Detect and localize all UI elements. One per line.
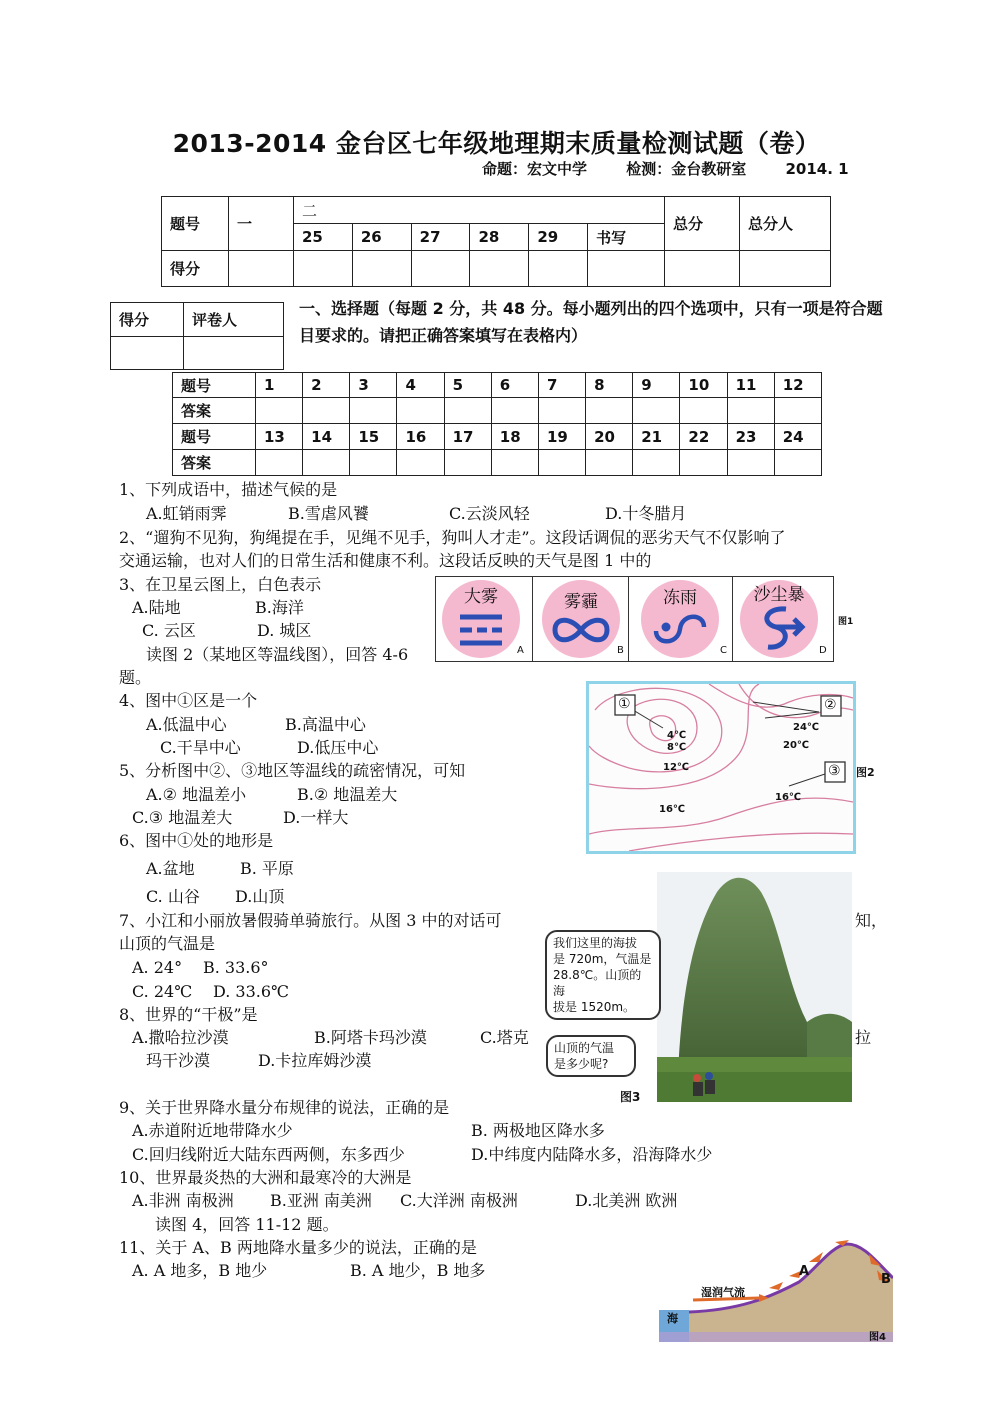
orographic-diagram (659, 1232, 893, 1342)
q6-option-c: C. 山谷 (146, 887, 200, 906)
q11-option-a: A. A 地多，B 地少 (132, 1261, 268, 1280)
answer-cell[interactable] (491, 450, 538, 476)
q6-option-a: A.盆地 (146, 859, 195, 878)
fig1-panel-fog (436, 577, 533, 661)
question-9: 9、关于世界降水量分布规律的说法，正确的是 (119, 1098, 450, 1117)
question-5: 5、分析图中②、③地区等温线的疏密情况，可知 (119, 761, 466, 780)
answer-grid-qnum: 8 (586, 373, 633, 398)
score-cell[interactable] (470, 251, 529, 287)
answer-grid-qnum: 17 (444, 424, 491, 450)
section-heading: 一、选择题（每题 2 分，共 48 分。每小题列出的四个选项中，只有一项是符合题目要求的。请把正确答案填写在表格内） (299, 299, 883, 345)
score-cell[interactable] (294, 251, 353, 287)
answer-grid-label-a: 答案 (173, 450, 256, 476)
answer-cell[interactable] (350, 398, 397, 424)
exam-info (482, 158, 849, 179)
question-6: 6、图中①处的地形是 (119, 831, 274, 850)
answer-cell[interactable] (256, 398, 303, 424)
answer-cell[interactable] (256, 450, 303, 476)
temp-label: 24℃ (793, 722, 820, 733)
q1-option-a: A.虹销雨霁 (146, 504, 227, 523)
bubble2-line: 山顶的气温 (554, 1041, 615, 1055)
q1-option-b: B.雪虐风饕 (288, 504, 369, 523)
fig1-panel-freezing-rain (628, 577, 733, 661)
question-7-line1: 7、小江和小丽放暑假骑单骑旅行。从图 3 中的对话可 (119, 911, 502, 930)
temp-label: 8℃ (667, 742, 687, 753)
q6-option-d: D.山顶 (235, 887, 285, 906)
answer-cell[interactable] (350, 450, 397, 476)
score-cell[interactable] (588, 251, 665, 287)
q8-option-b: B.阿塔卡玛沙漠 (314, 1028, 427, 1047)
sandstorm-symbol-icon (752, 603, 808, 657)
q7-option-d: D. 33.6℃ (213, 982, 289, 1001)
answer-grid-qnum: 1 (256, 373, 303, 398)
figure-3-photo (657, 872, 852, 1102)
page-title: 2013-2014 金台区七年级地理期末质量检测试题（卷） (172, 129, 821, 158)
q9-option-c: C.回归线附近大陆东西两侧，东多西少 (132, 1145, 405, 1164)
answer-cell[interactable] (633, 450, 680, 476)
answer-grid-qnum: 4 (397, 373, 444, 398)
q10-option-a: A.非洲 南极洲 (132, 1191, 234, 1210)
q7-option-c: C. 24℃ (132, 982, 193, 1001)
q10-option-b: B.亚洲 南美洲 (270, 1191, 372, 1210)
q5-option-a: A.② 地温差小 (146, 785, 247, 804)
temp-label: 16℃ (659, 804, 686, 815)
part-two-header: 二 (294, 197, 665, 224)
total-header: 总分 (665, 197, 740, 251)
answer-grid-qnum: 5 (444, 373, 491, 398)
question-2-line2: 交通运输，也对人们的日常生活和健康不利。这段话反映的天气是图 1 中的 (119, 551, 652, 570)
q8-option-a: A.撒哈拉沙漠 (132, 1028, 229, 1047)
q4-option-b: B.高温中心 (285, 715, 366, 734)
answer-grid-qnum: 14 (303, 424, 350, 450)
fig1-letter-c: C (720, 645, 727, 656)
answer-cell[interactable] (774, 450, 821, 476)
marker-2: ② (824, 697, 837, 713)
fig4-wind-label: 湿润气流 (701, 1286, 745, 1299)
answer-cell[interactable] (491, 398, 538, 424)
part-one-header: 一 (229, 197, 294, 251)
exam-date: 2014. 1 (785, 160, 849, 178)
q6-option-b: B. 平原 (240, 859, 294, 878)
answer-cell[interactable] (586, 450, 633, 476)
score-cell[interactable] (411, 251, 470, 287)
speech-bubble-2 (546, 1035, 636, 1077)
answer-grid-label-q: 题号 (173, 373, 256, 398)
answer-cell[interactable] (727, 450, 774, 476)
answer-grid-qnum: 20 (586, 424, 633, 450)
q3-option-b: B.海洋 (255, 598, 304, 617)
question-3: 3、在卫星云图上，白色表示 (119, 575, 322, 594)
answer-cell[interactable] (538, 450, 585, 476)
q3-option-d: D. 城区 (257, 621, 312, 640)
exam-author: 命题：宏文中学 (482, 160, 588, 178)
q10-option-c: C.大洋洲 南极洲 (400, 1191, 518, 1210)
fig4-sea-label: 海 (667, 1312, 678, 1325)
score-cell[interactable] (665, 251, 740, 287)
q5-option-c: C.③ 地温差大 (132, 808, 233, 827)
fig4-point-a: A (799, 1264, 810, 1279)
answer-grid-qnum: 10 (680, 373, 727, 398)
q9-option-b: B. 两极地区降水多 (471, 1121, 605, 1140)
score-cell[interactable] (529, 251, 588, 287)
subcol-handwriting: 书写 (588, 224, 665, 251)
answer-grid-label-q: 题号 (173, 424, 256, 450)
score-cell[interactable] (740, 251, 831, 287)
answer-cell[interactable] (680, 398, 727, 424)
answer-grid (172, 372, 822, 476)
grader-score-cell[interactable] (111, 337, 184, 370)
answer-grid-qnum: 24 (774, 424, 821, 450)
subcol-27: 27 (411, 224, 470, 251)
bubble1-line: 拔是 1520m。 (553, 1000, 636, 1014)
q8-option-c-end: 玛干沙漠 (146, 1051, 211, 1070)
answer-grid-qnum: 18 (491, 424, 538, 450)
question-2-line1: 2、“遛狗不见狗，狗绳提在手，见绳不见手，狗叫人才走”。这段话调侃的恶劣天气不仅影响了 (119, 528, 786, 547)
grader-box (110, 302, 284, 370)
q5-option-d: D.一样大 (283, 808, 349, 827)
question-1: 1、下列成语中，描述气候的是 (119, 480, 338, 499)
fig1-title-sandstorm: 沙尘暴 (753, 585, 805, 605)
answer-cell[interactable] (397, 450, 444, 476)
freezing-rain-symbol-icon (650, 609, 710, 649)
q3-option-c: C. 云区 (142, 621, 196, 640)
q7-option-b: B. 33.6° (203, 958, 269, 977)
read-fig4: 读图 4，回答 11-12 题。 (155, 1215, 339, 1234)
score-cell[interactable] (352, 251, 411, 287)
question-4: 4、图中①区是一个 (119, 691, 258, 710)
subcol-26: 26 (352, 224, 411, 251)
answer-cell[interactable] (444, 450, 491, 476)
grader-reviewer-label: 评卷人 (184, 303, 284, 337)
fig1-title-haze: 雾霾 (564, 592, 598, 612)
answer-cell[interactable] (633, 398, 680, 424)
fig4-caption: 图4 (869, 1332, 886, 1342)
answer-grid-qnum: 11 (727, 373, 774, 398)
grader-header: 总分人 (740, 197, 831, 251)
q8-option-c-cont: 拉 (855, 1028, 872, 1047)
answer-cell[interactable] (727, 398, 774, 424)
q11-option-b: B. A 地少，B 地多 (350, 1261, 486, 1280)
answer-grid-qnum: 7 (538, 373, 585, 398)
fig1-letter-a: A (517, 645, 524, 656)
q4-option-c: C.干旱中心 (160, 738, 241, 757)
answer-cell[interactable] (538, 398, 585, 424)
subcol-25: 25 (294, 224, 353, 251)
fig1-letter-b: B (617, 645, 624, 656)
question-10: 10、世界最炎热的大洲和最寒冷的大洲是 (119, 1168, 412, 1187)
bubble1-line: 我们这里的海拔 (553, 936, 638, 950)
fig1-panel-sandstorm (732, 577, 833, 661)
answer-cell[interactable] (397, 398, 444, 424)
answer-grid-qnum: 3 (350, 373, 397, 398)
bubble2-line: 是多少呢? (554, 1057, 609, 1071)
answer-grid-qnum: 19 (538, 424, 585, 450)
fig1-letter-d: D (819, 645, 827, 656)
answer-cell[interactable] (680, 450, 727, 476)
answer-grid-qnum: 6 (491, 373, 538, 398)
mountain-photo (657, 872, 852, 1102)
score-table (161, 196, 831, 287)
speech-bubble-1 (545, 930, 661, 1020)
answer-cell[interactable] (303, 398, 350, 424)
fig1-title-fog: 大雾 (464, 587, 498, 607)
grader-reviewer-cell[interactable] (184, 337, 284, 370)
fig1-caption: 图1 (838, 617, 854, 627)
read-fig2-line2: 题。 (119, 668, 152, 687)
score-cell[interactable] (229, 251, 294, 287)
q1-option-c: C.云淡风轻 (449, 504, 530, 523)
answer-cell[interactable] (444, 398, 491, 424)
answer-grid-qnum: 23 (727, 424, 774, 450)
answer-grid-qnum: 22 (680, 424, 727, 450)
q10-option-d: D.北美洲 欧洲 (575, 1191, 678, 1210)
question-11: 11、关于 A、B 两地降水量多少的说法，正确的是 (119, 1238, 477, 1257)
temp-label: 12℃ (663, 762, 690, 773)
q7-option-a: A. 24° (132, 958, 183, 977)
q8-option-d: D.卡拉库姆沙漠 (258, 1051, 372, 1070)
subcol-28: 28 (470, 224, 529, 251)
answer-grid-qnum: 16 (397, 424, 444, 450)
grader-score-label: 得分 (111, 303, 184, 337)
answer-grid-qnum: 12 (774, 373, 821, 398)
temp-label: 16℃ (775, 792, 802, 803)
figure-2 (586, 681, 856, 854)
fig3-caption: 图3 (620, 1090, 641, 1104)
exam-checker: 检测：金台教研室 (626, 160, 747, 178)
temp-label: 4℃ (667, 730, 687, 741)
read-fig2-line1: 读图 2（某地区等温线图），回答 4-6 (146, 645, 409, 664)
q4-option-a: A.低温中心 (146, 715, 227, 734)
answer-grid-qnum: 21 (633, 424, 680, 450)
answer-grid-qnum: 2 (303, 373, 350, 398)
q3-option-a: A.陆地 (132, 598, 181, 617)
marker-3: ③ (828, 763, 841, 779)
temp-label: 20℃ (783, 740, 810, 751)
bubble1-line: 是 720m，气温是 (553, 952, 652, 966)
subcol-29: 29 (529, 224, 588, 251)
fig1-title-freezing-rain: 冻雨 (663, 588, 697, 608)
answer-cell[interactable] (303, 450, 350, 476)
figure-1 (435, 576, 834, 662)
fig4-point-b: B (881, 1272, 891, 1287)
fig1-panel-haze (532, 577, 629, 661)
haze-symbol-icon (549, 613, 613, 647)
fig2-caption: 图2 (856, 766, 875, 779)
q4-option-d: D.低压中心 (297, 738, 379, 757)
answer-grid-qnum: 15 (350, 424, 397, 450)
bubble1-line: 28.8℃。山顶的海 (553, 968, 642, 998)
q5-option-b: B.② 地温差大 (297, 785, 398, 804)
answer-grid-qnum: 9 (633, 373, 680, 398)
answer-grid-qnum: 13 (256, 424, 303, 450)
q9-option-d: D.中纬度内陆降水多，沿海降水少 (471, 1145, 713, 1164)
marker-1: ① (618, 696, 631, 712)
answer-cell[interactable] (586, 398, 633, 424)
score-label: 得分 (162, 251, 229, 287)
question-8: 8、世界的“干极”是 (119, 1005, 258, 1024)
q8-option-c: C.塔克 (480, 1028, 529, 1047)
question-7-line1-end: 知， (855, 911, 888, 930)
answer-grid-label-a: 答案 (173, 398, 256, 424)
answer-cell[interactable] (774, 398, 821, 424)
fog-symbol-icon (458, 611, 504, 651)
q1-option-d: D.十冬腊月 (605, 504, 687, 523)
figure-4 (659, 1232, 893, 1342)
q9-option-a: A.赤道附近地带降水少 (132, 1121, 293, 1140)
score-row-label: 题号 (162, 197, 229, 251)
question-7-line2: 山顶的气温是 (119, 934, 216, 953)
